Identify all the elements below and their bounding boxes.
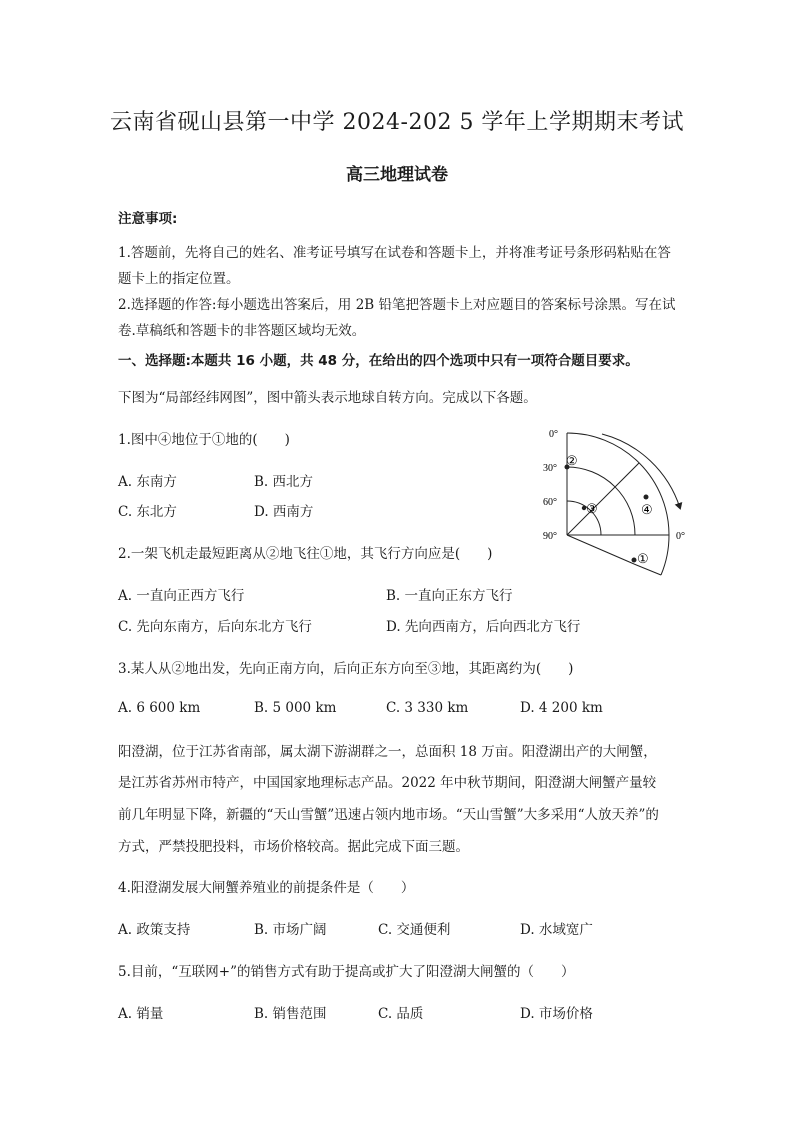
question-2-option-c: C. 先向东南方，后向东北方飞行 [118,619,312,635]
question-4-option-a: A. 政策支持 [118,922,191,938]
question-5-stem: 5.目前，“互联网+”的销售方式有助于提高或扩大了阳澄湖大闸蟹的（ ） [118,964,575,980]
question-5-option-c: C. 品质 [378,1006,424,1022]
question-1-option-a: A. 东南方 [118,474,177,490]
point-2-label: ② [566,453,578,468]
notice-item-2: 2.选择题的作答:每小题选出答案后，用 2B 铅笔把答题卡上对应题目的答案标号涂黑。写在试卷.草稿纸和答题卡的非答题区域均无效。 [118,297,676,339]
passage-line: 方式，严禁投肥投料，市场价格较高。据此完成下面三题。 [118,839,469,855]
passage-line: 是江苏省苏州市特产，中国国家地理标志产品。2022 年中秋节期间，阳澄湖大闸蟹产量较 [118,775,657,791]
rotation-arrow [602,434,680,508]
section-intro: 下图为“局部经纬网图”，图中箭头表示地球自转方向。完成以下各题。 [118,390,537,406]
lat-label-90: 90° [543,531,557,542]
meridian-line [567,463,639,535]
point-3-label: ③ [586,501,598,516]
passage-line: 前几年明显下降，新疆的“天山雪蟹”迅速占领内地市场。“天山雪蟹”大多采用“人放天养”的 [118,807,659,823]
question-1-stem: 1.图中④地位于①地的( ) [118,432,290,448]
point-4-label: ④ [641,502,653,517]
question-5-option-d: D. 市场价格 [520,1006,593,1022]
notice-heading: 注意事项: [118,211,178,227]
question-5-option-a: A. 销量 [118,1006,164,1022]
question-3-stem: 3.某人从②地出发，先向正南方向，后向正东方向至③地，其距离约为( ) [118,661,574,677]
question-1-option-d: D. 西南方 [254,504,314,520]
question-2-stem: 2.一架飞机走最短距离从②地飞往①地，其飞行方向应是( ) [118,546,493,562]
question-4-stem: 4.阳澄湖发展大闸蟹养殖业的前提条件是（ ） [118,880,415,896]
question-2-option-b: B. 一直向正东方飞行 [386,588,513,604]
lat-label-30: 30° [543,463,557,474]
question-3-option-b: B. 5 000 km [254,700,337,716]
question-1-option-b: B. 西北方 [254,474,314,490]
question-3-option-c: C. 3 330 km [386,700,469,716]
question-3-option-d: D. 4 200 km [520,700,603,716]
point-4-dot [644,495,649,500]
latitude-arc-0-ext [661,535,669,575]
question-2-option-a: A. 一直向正西方飞行 [118,588,245,604]
lon-label-0: 0° [676,531,685,542]
lat-label-60: 60° [543,497,557,508]
notice-item-1: 1.答题前，先将自己的姓名、准考证号填写在试卷和答题卡上，并将准考证号条形码粘贴在答题卡上的指定位置。 [118,245,671,287]
meridian-line [567,535,634,564]
passage-line: 阳澄湖，位于江苏省南部，属太湖下游湖群之一，总面积 18 万亩。阳澄湖出产的大闸蟹， [118,744,657,760]
lat-label-0: 0° [549,429,558,440]
question-2-option-d: D. 先向西南方，后向西北方飞行 [386,619,581,635]
question-5-option-b: B. 销售范围 [254,1006,327,1022]
point-1-label: ① [637,551,649,566]
question-4-option-c: C. 交通便利 [378,922,451,938]
point-1-dot [632,558,637,563]
question-3-option-a: A. 6 600 km [118,700,201,716]
question-4-option-b: B. 市场广阔 [254,922,327,938]
section-heading: 一、选择题:本题共 16 小题，共 48 分，在给出的四个选项中只有一项符合题目要求。 [118,353,639,369]
exam-subtitle: 高三地理试卷 [346,165,448,185]
question-1-option-c: C. 东北方 [118,504,177,520]
exam-title: 云南省砚山县第一中学 2024-202 5 学年上学期期末考试 [110,110,684,135]
question-4-option-d: D. 水域宽广 [520,922,593,938]
lat-lon-grid-figure [530,420,700,580]
